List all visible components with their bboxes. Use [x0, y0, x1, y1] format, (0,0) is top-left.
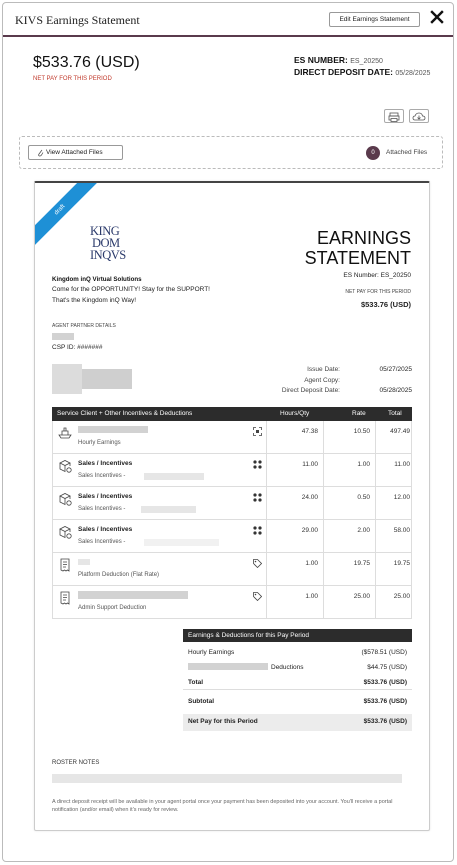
tag-icon [253, 559, 262, 568]
dd-label: DIRECT DEPOSIT DATE: [294, 67, 394, 77]
summary-value: $533.76 (USD) [363, 679, 407, 686]
es-number [294, 55, 383, 65]
logo-line: DOM [92, 236, 120, 250]
redacted-text [144, 473, 204, 480]
date-values [347, 365, 412, 397]
row-subtitle: Platform Deduction (Flat Rate) [78, 572, 160, 578]
table-row [52, 487, 412, 520]
redacted-text [144, 539, 219, 546]
row-hours: 47.38 [301, 428, 318, 435]
title-line: EARNINGS [316, 228, 411, 248]
summary-label: Subtotal [188, 698, 214, 705]
agent-partner-label: AGENT PARTNER DETAILS [52, 323, 116, 329]
logo-line: KING [90, 224, 120, 238]
paperclip-icon [37, 148, 44, 157]
summary-label: Net Pay for this Period [188, 718, 258, 725]
attached-files-count: 0 [366, 146, 380, 160]
row-total: 12.00 [393, 494, 410, 501]
row-rate: 25.00 [353, 593, 370, 600]
summary-label: Hourly Earnings [188, 649, 235, 656]
summary-value: $533.76 (USD) [363, 698, 407, 705]
draft-ribbon: draft [34, 181, 104, 254]
roster-notes-label: ROSTER NOTES [52, 760, 100, 766]
view-files-label: View Attached Files [46, 149, 103, 156]
modal-header [3, 3, 453, 37]
redacted-text [141, 506, 196, 513]
table-row [52, 454, 412, 487]
grid-icon [253, 493, 262, 502]
net-pay-amount: $533.76 (USD) [33, 54, 140, 71]
redacted-text [78, 591, 188, 599]
summary-row [183, 660, 412, 675]
receipt-icon [58, 558, 72, 572]
es-number-value: ES_20250 [350, 58, 383, 65]
column-header: Service Client + Other Incentives & Deductions [57, 410, 193, 417]
summary-value: $44.75 (USD) [367, 664, 407, 671]
company-name: Kingdom inQ Virtual Solutions [52, 276, 142, 283]
summary-label: Deductions [271, 664, 304, 671]
column-header: Rate [352, 410, 366, 417]
company-logo [90, 225, 140, 261]
issue-date-value: 05/27/2025 [379, 366, 412, 373]
row-subtitle: Sales Incentives - [78, 506, 126, 512]
tag-icon [253, 592, 262, 601]
table-header [52, 407, 412, 421]
attached-files-label: Attached Files [386, 149, 428, 156]
box-gear-icon [58, 492, 72, 506]
receipt-icon [58, 591, 72, 605]
attached-files-bar [19, 136, 443, 169]
tagline: That's the Kingdom inQ Way! [52, 297, 137, 304]
summary-row [183, 645, 412, 660]
redacted-text [78, 559, 90, 565]
redacted-notes [52, 774, 402, 783]
grid-icon [253, 460, 262, 469]
box-gear-icon [58, 525, 72, 539]
summary-value: ($578.51 (USD) [361, 649, 407, 656]
pay-period-summary [183, 629, 412, 731]
table-row [52, 520, 412, 553]
document-net-pay-label: NET PAY FOR THIS PERIOD [345, 289, 411, 295]
row-subtitle: Hourly Earnings [78, 440, 121, 446]
download-button[interactable] [409, 109, 429, 123]
title-line: STATEMENT [304, 248, 411, 268]
earnings-statement-modal [2, 2, 454, 862]
grid-icon [253, 526, 262, 535]
column-header: Hours/Qty [280, 410, 310, 417]
row-rate: 19.75 [353, 560, 370, 567]
direct-deposit-date-value: 05/28/2025 [379, 387, 412, 394]
row-hours: 1.00 [305, 593, 318, 600]
summary-header: Earnings & Deductions for this Pay Period [183, 629, 412, 642]
column-header: Total [388, 410, 402, 417]
box-gear-icon [58, 459, 72, 473]
redacted-text [188, 663, 268, 670]
document-net-pay-value: $533.76 (USD) [360, 300, 411, 309]
close-icon[interactable] [429, 9, 445, 25]
row-subtitle: Admin Support Deduction [78, 605, 147, 611]
row-rate: 10.50 [353, 428, 370, 435]
dd-value: 05/28/2025 [395, 70, 431, 77]
deposit-footnote: A direct deposit receipt will be available in your agent portal once your payment has been deposited into your account. You'll receive a portal notification (and/or email) when it's ready for review. [52, 799, 393, 813]
document-title [261, 228, 411, 268]
row-total: 58.00 [393, 527, 410, 534]
ship-icon [58, 426, 72, 440]
issue-date-label: Issue Date: [307, 366, 340, 373]
row-hours: 11.00 [302, 461, 318, 468]
row-rate: 2.00 [357, 527, 370, 534]
es-number-label: ES NUMBER: [294, 55, 348, 65]
row-hours: 29.00 [301, 527, 318, 534]
tagline: Come for the OPPORTUNITY! Stay for the SUPPORT! [52, 286, 210, 293]
date-labels [250, 365, 340, 397]
row-name: Sales / Incentives [78, 493, 133, 500]
summary-label: Total [188, 679, 204, 686]
row-rate: 1.00 [357, 461, 370, 468]
table-row [52, 553, 412, 586]
earnings-statement-document [34, 181, 430, 831]
redacted-client [78, 426, 148, 433]
redacted-address [52, 364, 82, 394]
edit-earnings-statement-button[interactable]: Edit Earnings Statement [329, 12, 420, 27]
cloud-download-icon [410, 111, 428, 123]
redacted-text [52, 333, 74, 340]
logo-line: INQVS [90, 248, 126, 262]
row-total: 497.49 [390, 428, 410, 435]
table-row [52, 421, 412, 454]
summary-row [183, 690, 412, 710]
table-row [52, 586, 412, 619]
row-hours: 1.00 [305, 560, 318, 567]
summary-row [183, 675, 412, 690]
direct-deposit-date-label: Direct Deposit Date: [281, 387, 340, 394]
print-button[interactable] [384, 109, 404, 123]
printer-icon [385, 111, 403, 123]
earnings-table [52, 407, 412, 619]
csp-id: CSP ID: ####### [52, 344, 103, 351]
direct-deposit-date [294, 67, 430, 77]
redacted-address [82, 369, 132, 389]
row-name: Sales / Incentives [78, 460, 133, 467]
summary-value: $533.76 (USD) [363, 718, 407, 725]
row-rate: 0.50 [357, 494, 370, 501]
row-total: 25.00 [393, 593, 410, 600]
row-subtitle: Sales Incentives - [78, 473, 126, 479]
row-total: 11.00 [394, 461, 410, 468]
scan-icon [253, 427, 262, 436]
net-pay-label: NET PAY FOR THIS PERIOD [33, 76, 112, 82]
row-name: Sales / Incentives [78, 526, 133, 533]
agent-copy-label: Agent Copy: [304, 376, 340, 384]
view-attached-files-button[interactable] [28, 145, 123, 160]
document-es-number: ES Number: ES_20250 [343, 272, 411, 279]
row-hours: 24.00 [301, 494, 318, 501]
summary-row [183, 714, 412, 731]
modal-title: KIVS Earnings Statement [15, 13, 140, 27]
row-total: 19.75 [393, 560, 410, 567]
row-subtitle: Sales Incentives - [78, 539, 126, 545]
agent-copy-value [347, 376, 412, 387]
